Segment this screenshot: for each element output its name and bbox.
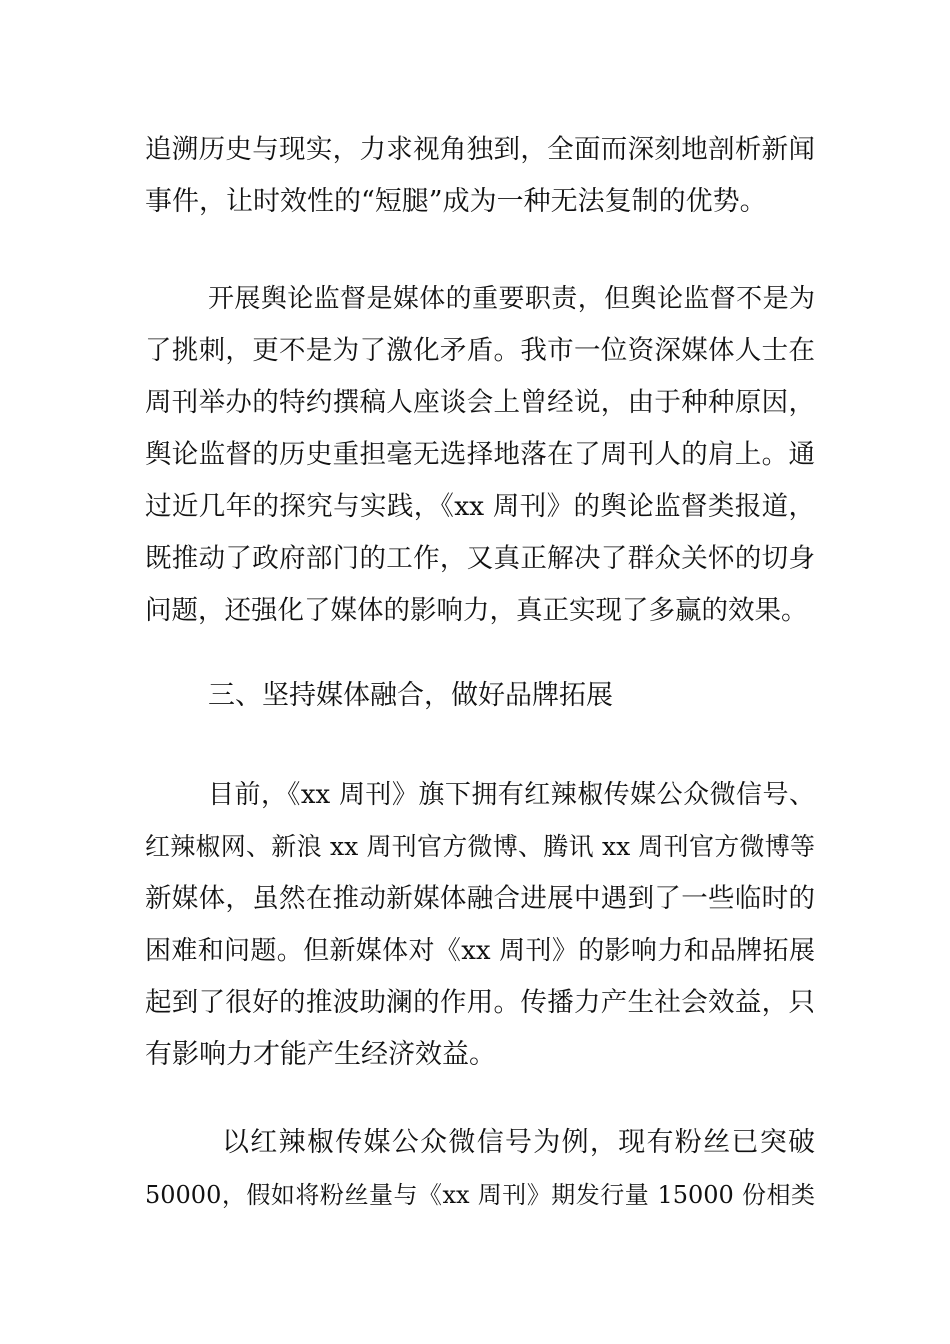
section-heading: 三、坚持媒体融合，做好品牌拓展: [208, 680, 613, 711]
paragraph-2-line-1: 开展舆论监督是媒体的重要职责，但舆论监督不是为: [208, 284, 815, 314]
paragraph-4-line-1: 以红辣椒传媒公众微信号为例，现有粉丝已突破: [222, 1127, 815, 1158]
paragraph-4-line-2: 50000，假如将粉丝量与《xx 周刊》期发行量 15000 份相类: [145, 1181, 815, 1209]
paragraph-3-line-1: 目前，《xx 周刊》旗下拥有红辣椒传媒公众微信号、: [208, 780, 815, 810]
paragraph-1-line-1: 追溯历史与现实，力求视角独到，全面而深刻地剖析新闻: [145, 134, 815, 165]
paragraph-1-line-2: 事件，让时效性的“短腿”成为一种无法复制的优势。: [145, 186, 767, 217]
paragraph-3-line-2: 红辣椒网、新浪 xx 周刊官方微博、腾讯 xx 周刊官方微博等: [145, 832, 815, 861]
paragraph-2-line-5: 过近几年的探究与实践，《xx 周刊》的舆论监督类报道，: [145, 491, 815, 522]
paragraph-2-line-4: 舆论监督的历史重担毫无选择地落在了周刊人的肩上。通: [145, 439, 815, 470]
paragraph-3-line-4: 困难和问题。但新媒体对《xx 周刊》的影响力和品牌拓展: [145, 936, 815, 966]
paragraph-2-line-6: 既推动了政府部门的工作，又真正解决了群众关怀的切身: [145, 543, 815, 574]
paragraph-2-line-2: 了挑刺，更不是为了激化矛盾。我市一位资深媒体人士在: [145, 335, 815, 366]
paragraph-2-line-3: 周刊举办的特约撰稿人座谈会上曾经说，由于种种原因，: [145, 387, 815, 418]
paragraph-2-line-7: 问题，还强化了媒体的影响力，真正实现了多赢的效果。: [145, 595, 808, 626]
paragraph-3-line-5: 起到了很好的推波助澜的作用。传播力产生社会效益，只: [145, 987, 815, 1018]
paragraph-3-line-6: 有影响力才能产生经济效益。: [145, 1039, 496, 1070]
paragraph-3-line-3: 新媒体，虽然在推动新媒体融合进展中遇到了一些临时的: [145, 883, 815, 914]
